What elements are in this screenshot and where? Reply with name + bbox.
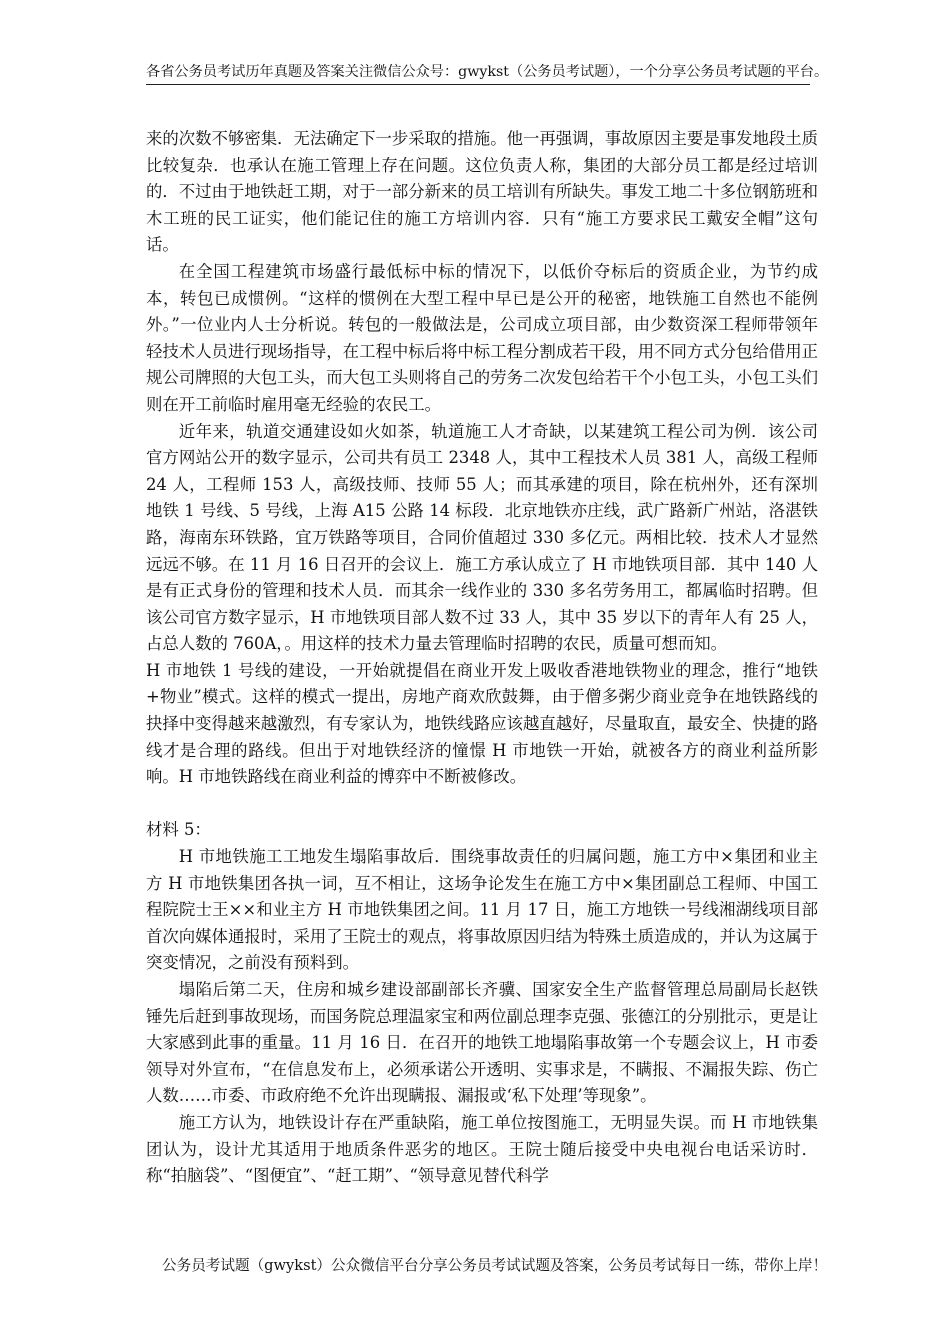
paragraph-1: 来的次数不够密集．无法确定下一步采取的措施。他一再强调，事故原因主要是事发地段土质比较复杂．也承认在施工管理上存在问题。这位负责人称，集团的大部分员工都是经过培训的．不过由于地铁赶工期，对于一部分新来的员工培训有所缺失。事发工地二十多位钢筋班和木工班的民工证实，他们能记住的施工方培训内容．只有“施工方要求民工戴安全帽”这句话。 — [146, 129, 819, 255]
paragraph-gap — [146, 791, 818, 818]
page-footer: 公务员考试题（gwykst）公众微信平台分享公务员考试试题及答案，公务员考试每日一练，带你上岸！ — [162, 1257, 828, 1274]
paragraph-7: 施工方认为，地铁设计存在严重缺陷，施工单位按图施工，无明显失误。而 H 市地铁集团认为，设计尤其适用于地质条件恶劣的地区。王院士随后接受中央电视台电话采访时．称“拍脑袋”、“图便宜”、“赶工期”、“领导意见替代科学 — [146, 1112, 818, 1186]
paragraph-6: 塌陷后第二天，住房和城乡建设部副部长齐骥、国家安全生产监督管理总局副局长赵铁锤先后赶到事故现场，而国务院总理温家宝和两位副总理李克强、张德江的分别批示，更是让大家感到此事的重量。11 月 16 日．在召开的地铁工地塌陷事故第一个专题会议上，H 市委领导对外宣布，“在信息发布上，必须承诺公开透明、实事求是，不瞒报、不漏报失踪、伤亡人数……市委、市政府绝不允许出现瞒报、漏报或‘私下处理’等现象”。 — [146, 980, 819, 1106]
paragraph-4: H 市地铁 1 号线的建设，一开始就提倡在商业开发上吸收香港地铁物业的理念，推行“地铁+物业”模式。这样的模式一提出，房地产商欢欣鼓舞，由于僧多粥少商业竞争在地铁路线的抉择中变得越来越激烈，有专家认为，地铁线路应该越直越好，尽量取直，最安全、快捷的路线才是合理的路线。但出于对地铁经济的憧憬 H 市地铁一开始，就被各方的商业利益所影响。H 市地铁路线在商业利益的博弈中不断被修改。 — [146, 660, 819, 787]
section-title: 材料 5： — [146, 820, 211, 840]
document-body — [146, 126, 818, 1190]
paragraph-2: 在全国工程建筑市场盛行最低标中标的情况下，以低价夺标后的资质企业，为节约成本，转包已成惯例。“这样的惯例在大型工程中早已是公开的秘密，地铁施工自然也不能例外。”一位业内人士分析说。转包的一般做法是，公司成立项目部，由少数资深工程师带领年轻技术人员进行现场指导，在工程中标后将中标工程分割成若干段，用不同方式分包给借用正规公司牌照的大包工头，而大包工头则将自己的劳务二次发包给若干个小包工头，小包工头们则在开工前临时雇用毫无经验的农民工。 — [146, 261, 819, 414]
page-header: 各省公务员考试历年真题及答案关注微信公众号：gwykst（公务员考试题），一个分享公务员考试题的平台。 — [146, 62, 810, 85]
paragraph-3: 近年来，轨道交通建设如火如茶，轨道施工人才奇缺，以某建筑工程公司为例．该公司官方网站公开的数字显示，公司共有员工 2348 人，其中工程技术人员 381 人，高级工程师 24 人，工程师 153 人，高级技师、技师 55 人；而其承建的项目，除在杭州外，还有深圳地铁 1 号线、5 号线，上海 A15 公路 14 标段．北京地铁亦庄线，武广路新广州站，洛湛铁路，海南东环铁路，宜万铁路等项目，合同价值超过 330 多亿元。两相比较．技术人才显然远远不够。在 11 月 16 日召开的会议上．施工方承认成立了 H 市地铁项目部．其中 140 人是有正式身份的管理和技术人员．而其余一线作业的 330 多名劳务用工，都属临时招聘。但该公司官方数字显示，H 市地铁项目部人数不过 33 人，其中 35 岁以下的青年人有 25 人，占总人数的 760A，。用这样的技术力量去管理临时招聘的农民，质量可想而知。 — [146, 421, 818, 654]
paragraph-5: H 市地铁施工工地发生塌陷事故后．围绕事故责任的归属问题，施工方中×集团和业主方 H 市地铁集团各执一词，互不相让，这场争论发生在施工方中×集团副总工程师、中国工程院院士王××和业主方 H 市地铁集团之间。11 月 17 日，施工方地铁一号线湘湖线项目部首次向媒体通报时，采用了王院士的观点，将事故原因归结为特殊土质造成的，并认为这属于突变情况，之前没有预料到。 — [146, 847, 819, 973]
